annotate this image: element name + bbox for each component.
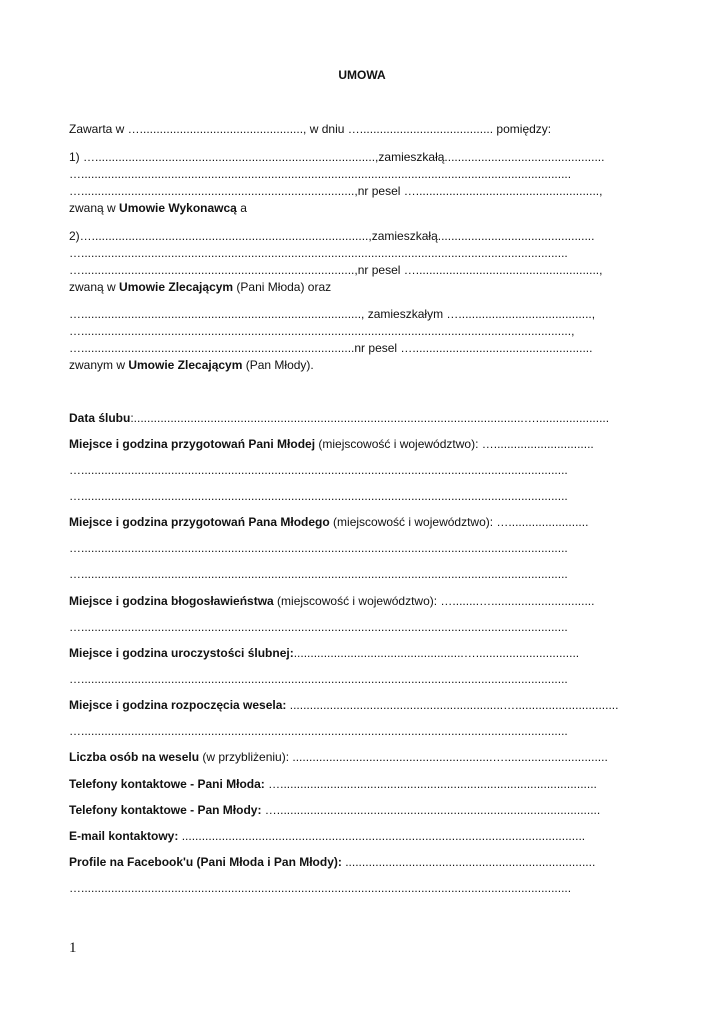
bride-prep-line3: ….................................................................................................................................................. xyxy=(69,489,568,503)
party3-line2: …..................................................................................................................................................., xyxy=(69,324,575,338)
party3-role-line: zwanym w Umowie Zlecającym (Pan Młody). xyxy=(69,358,314,372)
reception-line2: ….................................................................................................................................................. xyxy=(69,724,568,738)
party3-line1: …...................................................................................., zamieszkałym …........................................, xyxy=(69,307,596,321)
party2-line2: ….................................................................................................................................................. xyxy=(69,246,568,260)
bride-prep-line2: ….................................................................................................................................................. xyxy=(69,463,568,477)
document-title: UMOWA xyxy=(338,68,386,82)
guests-field: Liczba osób na weselu (w przybliżeniu): ............................................................…............................... xyxy=(69,750,608,764)
phone-bride-field: Telefony kontaktowe - Pani Młoda: …............................................................................................... xyxy=(69,777,597,791)
blessing-field: Miejsce i godzina błogosławieństwa (miejscowość i województwo): …........…............................... xyxy=(69,594,595,608)
groom-prep-line3: ….................................................................................................................................................. xyxy=(69,567,568,581)
intro-line: Zawarta w …................................................., w dniu …........................................ pomiędzy: xyxy=(69,122,552,136)
wedding-date-field: Data ślubu:.....................................................................................................................…...................... xyxy=(69,411,610,425)
page-number: 1 xyxy=(69,940,77,956)
facebook-line2: …................................................................................................................................................... xyxy=(69,881,572,895)
party3-line3: …..................................................................................nr pesel …...................................................... xyxy=(69,341,593,355)
facebook-field: Profile na Facebook'u (Pani Młoda i Pan Młody): ........................................................................... xyxy=(69,855,596,869)
party1-line2: …................................................................................................................................................... xyxy=(69,167,572,181)
email-field: E-mail kontaktowy: ......................................................................................................................... xyxy=(69,829,586,843)
reception-field: Miejsce i godzina rozpoczęcia wesela: ................................................................…............................... xyxy=(69,698,619,712)
party2-role: Umowie Zlecającym xyxy=(119,280,234,294)
phone-groom-field: Telefony kontaktowe - Pan Młody: …................................................................................................. xyxy=(69,803,601,817)
party1-role-line: zwaną w Umowie Wykonawcą a xyxy=(69,201,247,215)
party3-role: Umowie Zlecającym xyxy=(128,358,243,372)
party2-line1: 2)…...................................................................................,zamieszkałą............................................... xyxy=(69,229,595,243)
party1-role: Umowie Wykonawcą xyxy=(119,201,237,215)
party1-line3: …..................................................................................,nr pesel …......................................................., xyxy=(69,184,603,198)
groom-prep-field: Miejsce i godzina przygotowań Pana Młodego (miejscowość i województwo): …........................ xyxy=(69,515,589,529)
party2-line3: …..................................................................................,nr pesel …......................................................., xyxy=(69,263,603,277)
party1-line1: 1) …....................................................................................,zamieszkałą................................................ xyxy=(69,150,605,164)
groom-prep-line2: ….................................................................................................................................................. xyxy=(69,541,568,555)
ceremony-field: Miejsce i godzina uroczystości ślubnej:...................................................…............................... xyxy=(69,646,580,660)
ceremony-line2: ….................................................................................................................................................. xyxy=(69,672,568,686)
bride-prep-field: Miejsce i godzina przygotowań Pani Młodej (miejscowość i województwo): ….............................. xyxy=(69,437,594,451)
party2-role-line: zwaną w Umowie Zlecającym (Pani Młoda) oraz xyxy=(69,280,332,294)
blessing-line2: ….................................................................................................................................................. xyxy=(69,620,568,634)
